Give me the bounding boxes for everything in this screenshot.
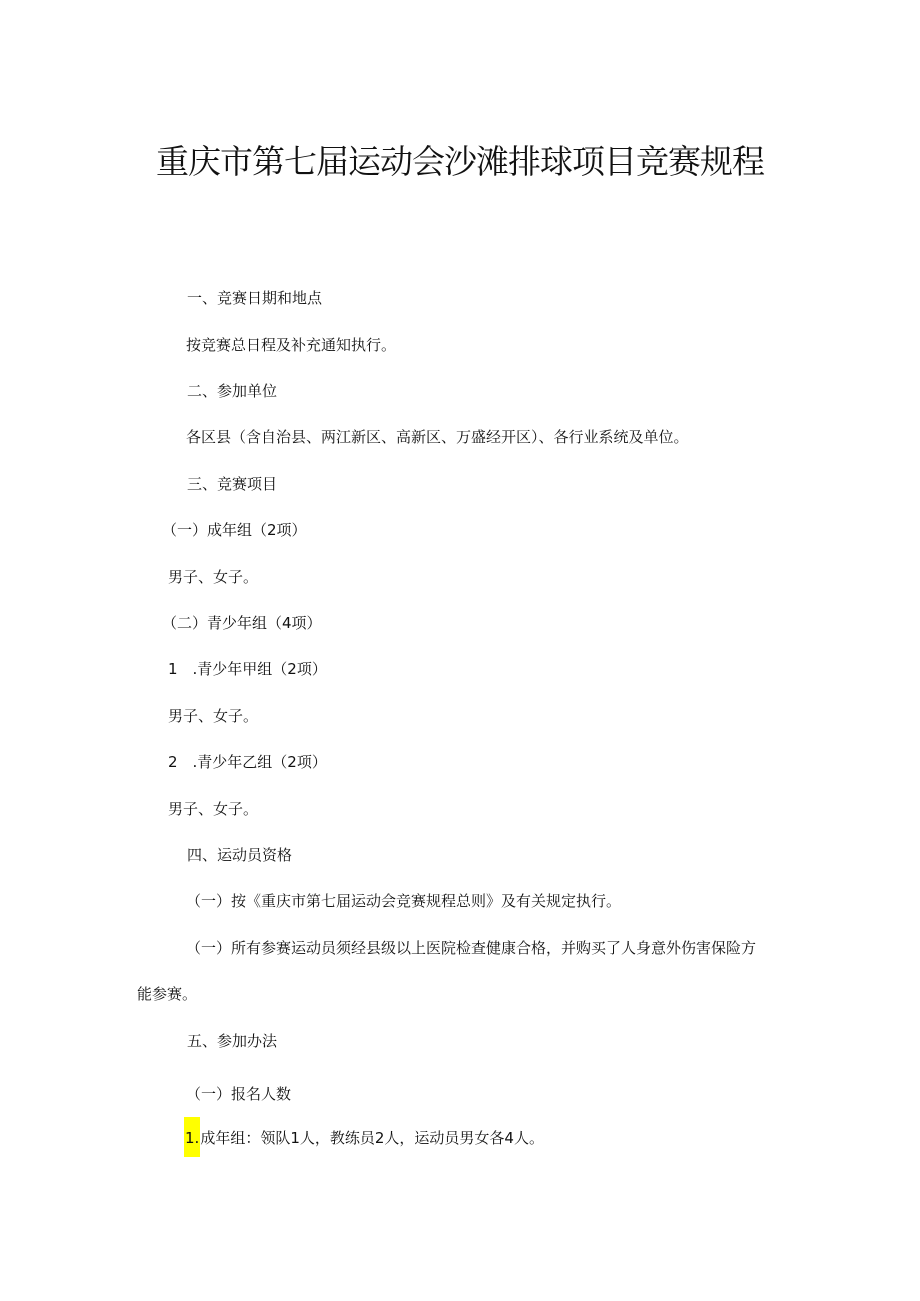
section-1-body: 按竞赛总日程及补充通知执行。 [186,336,397,354]
section-4-item-1: （一）按《重庆市第七届运动会竞赛规程总则》及有关规定执行。 [186,892,622,910]
section-4-item-2-line-1: （一）所有参赛运动员须经县级以上医院检查健康合格，并购买了人身意外伤害保险方 [186,939,757,957]
section-5-sub-1-item-1 [184,1127,544,1157]
section-5-heading: 五、参加办法 [187,1032,278,1050]
section-3-group-1: （一）成年组（2项） [162,521,307,539]
highlighted-list-marker: 1. [184,1117,200,1157]
document-title: 重庆市第七届运动会沙滩排球项目竞赛规程 [156,142,764,181]
section-3-group-2-sub-2: 2 .青少年乙组（2项） [168,753,327,771]
section-2-body: 各区县（含自治县、两江新区、高新区、万盛经开区）、各行业系统及单位。 [186,428,689,446]
section-3-heading: 三、竞赛项目 [187,475,278,493]
section-3-group-2: （二）青少年组（4项） [162,614,322,632]
section-5-sub-1: （一）报名人数 [186,1085,292,1103]
section-4-heading: 四、运动员资格 [187,846,293,864]
section-3-group-1-items: 男子、女子。 [168,568,259,586]
section-3-group-2-sub-1: 1 .青少年甲组（2项） [168,660,327,678]
section-4-item-2-line-2: 能参赛。 [137,985,198,1003]
section-3-group-2-sub-1-items: 男子、女子。 [168,707,259,725]
section-1-heading: 一、竞赛日期和地点 [187,289,323,307]
section-3-group-2-sub-2-items: 男子、女子。 [168,800,259,818]
section-2-heading: 二、参加单位 [187,382,278,400]
list-item-text: 成年组：领队1人，教练员2人，运动员男女各4人。 [200,1129,544,1147]
